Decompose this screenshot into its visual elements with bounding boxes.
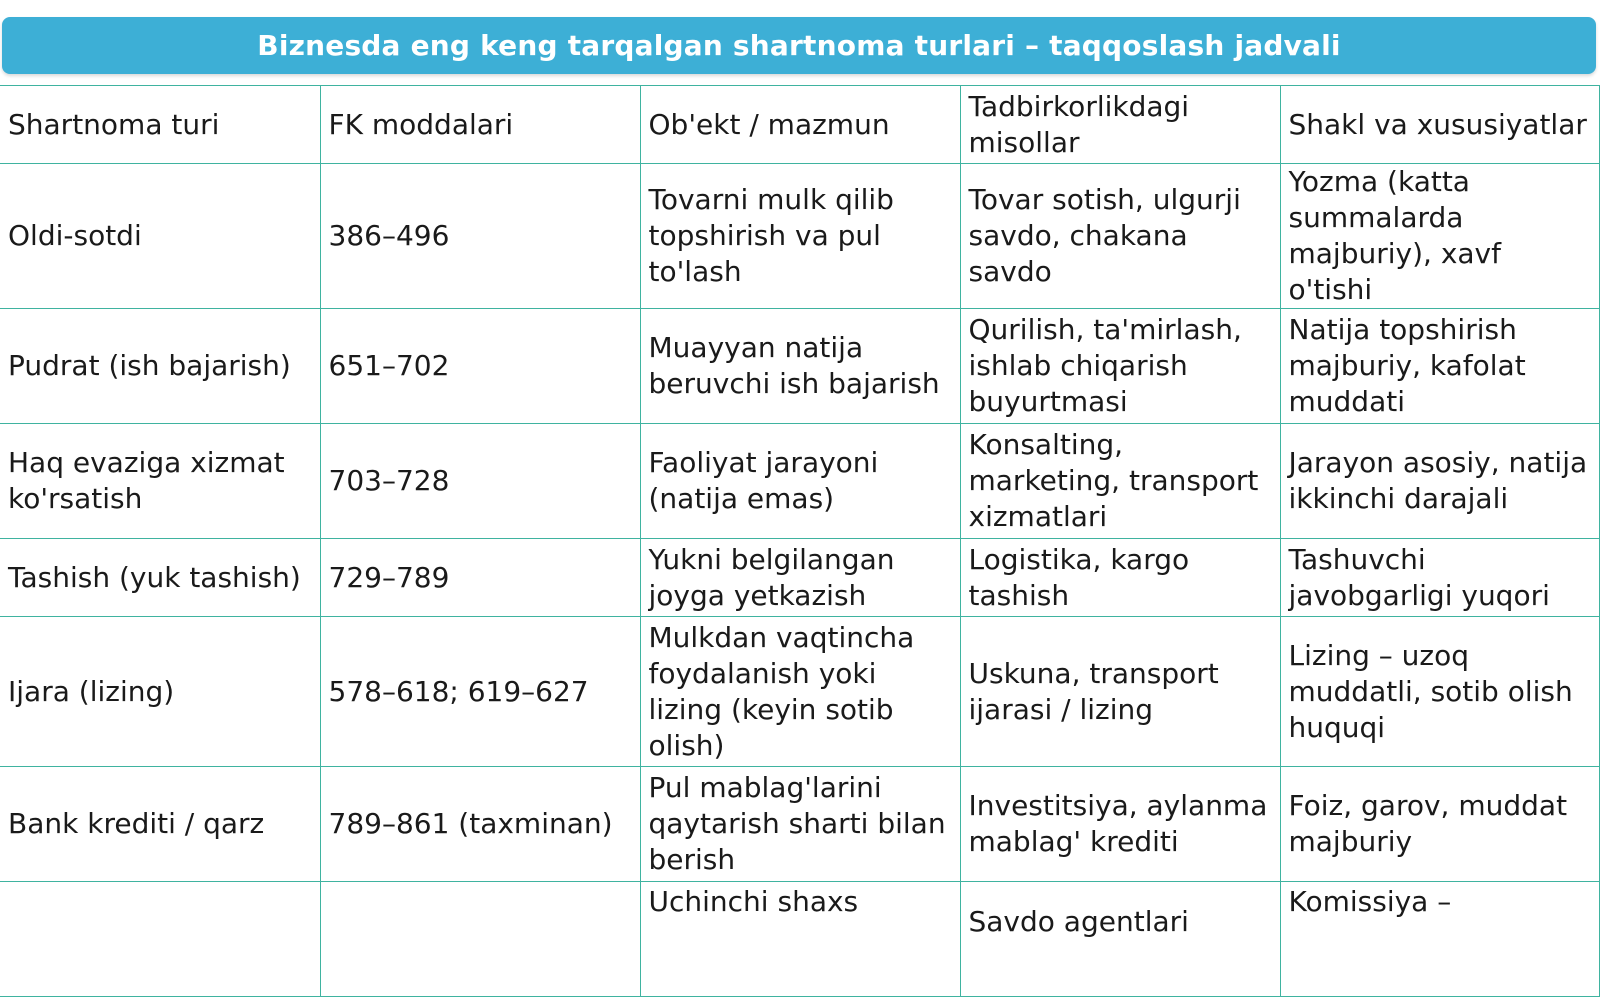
cell-features: Yozma (katta summalarda majburiy), xavf o'tishi: [1280, 164, 1599, 309]
header-contract-type: Shartnoma turi: [0, 86, 320, 164]
cell-articles: 729–789: [320, 539, 640, 617]
cell-features: Lizing – uzoq muddatli, sotib olish huquqi: [1280, 617, 1599, 767]
header-form-features: Shakl va xususiyatlar: [1280, 86, 1599, 164]
header-object-content: Ob'ekt / mazmun: [640, 86, 960, 164]
table-row: [0, 539, 1599, 617]
cell-object: Yukni belgilangan joyga yetkazish: [640, 539, 960, 617]
cell-object: Tovarni mulk qilib topshirish va pul to'lash: [640, 164, 960, 309]
table-row: [0, 617, 1599, 767]
table-row: [0, 882, 1599, 997]
cell-examples: Konsalting, marketing, transport xizmatlari: [960, 424, 1280, 539]
cell-features: Komissiya –: [1280, 882, 1599, 997]
cell-features: Foiz, garov, muddat majburiy: [1280, 767, 1599, 882]
table-row: [0, 164, 1599, 309]
cell-examples: Logistika, kargo tashish: [960, 539, 1280, 617]
cell-examples: Savdo agentlari: [960, 882, 1280, 997]
cell-examples: Investitsiya, aylanma mablag' krediti: [960, 767, 1280, 882]
cell-features: Jarayon asosiy, natija ikkinchi darajali: [1280, 424, 1599, 539]
cell-object: Mulkdan vaqtincha foydalanish yoki lizing (keyin sotib olish): [640, 617, 960, 767]
cell-features: Tashuvchi javobgarligi yuqori: [1280, 539, 1599, 617]
cell-object: Muayyan natija beruvchi ish bajarish: [640, 309, 960, 424]
cell-articles: 578–618; 619–627: [320, 617, 640, 767]
title-banner: [2, 17, 1596, 74]
cell-contract-type: [0, 882, 320, 997]
table-row: [0, 424, 1599, 539]
cell-contract-type: Oldi-sotdi: [0, 164, 320, 309]
cell-examples: Tovar sotish, ulgurji savdo, chakana savdo: [960, 164, 1280, 309]
cell-articles: 386–496: [320, 164, 640, 309]
header-business-examples: Tadbirkorlikdagi misollar: [960, 86, 1280, 164]
cell-object: Faoliyat jarayoni (natija emas): [640, 424, 960, 539]
cell-contract-type: Ijara (lizing): [0, 617, 320, 767]
cell-articles: 703–728: [320, 424, 640, 539]
header-civil-code-articles: FK moddalari: [320, 86, 640, 164]
cell-contract-type: Pudrat (ish bajarish): [0, 309, 320, 424]
cell-contract-type: Bank krediti / qarz: [0, 767, 320, 882]
cell-examples: Uskuna, transport ijarasi / lizing: [960, 617, 1280, 767]
cell-object: Pul mablag'larini qaytarish sharti bilan berish: [640, 767, 960, 882]
cell-features: Natija topshirish majburiy, kafolat muddati: [1280, 309, 1599, 424]
cell-articles: 651–702: [320, 309, 640, 424]
table-row: [0, 309, 1599, 424]
page-title: Biznesda eng keng tarqalgan shartnoma turlari – taqqoslash jadvali: [257, 29, 1341, 62]
cell-articles: 789–861 (taxminan): [320, 767, 640, 882]
cell-articles: [320, 882, 640, 997]
cell-contract-type: Haq evaziga xizmat ko'rsatish: [0, 424, 320, 539]
table-header-row: [0, 86, 1599, 164]
cell-examples: Qurilish, ta'mirlash, ishlab chiqarish buyurtmasi: [960, 309, 1280, 424]
comparison-table: [0, 85, 1600, 997]
table-row: [0, 767, 1599, 882]
cell-object: Uchinchi shaxs: [640, 882, 960, 997]
cell-contract-type: Tashish (yuk tashish): [0, 539, 320, 617]
